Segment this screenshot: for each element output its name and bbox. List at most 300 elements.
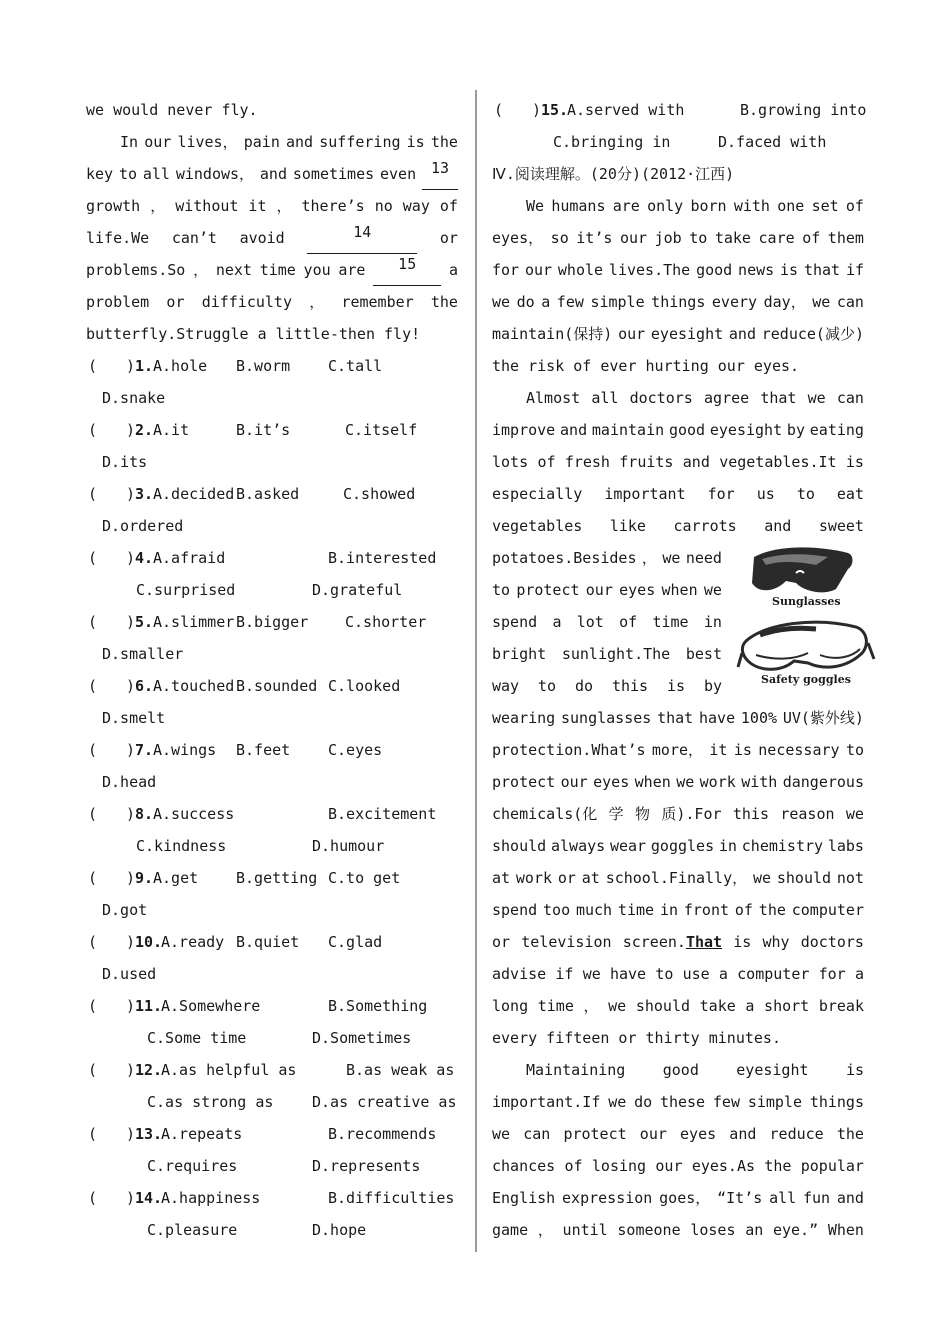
word: eating — [809, 421, 864, 439]
word: it — [248, 197, 267, 215]
option-a: A.as helpful as — [161, 1061, 297, 1079]
word: dangerous — [782, 773, 864, 791]
question-number: 5. — [135, 613, 154, 631]
word: front — [683, 901, 730, 919]
word: eyes.As — [691, 1157, 756, 1175]
word: like — [609, 517, 646, 535]
word: maintain(保持) — [492, 325, 613, 343]
option-c: C.eyes — [328, 741, 383, 759]
word: even — [380, 165, 417, 183]
word: time — [537, 997, 574, 1015]
word: computer — [791, 901, 864, 919]
passage-line — [492, 1086, 864, 1118]
word: should — [635, 997, 691, 1015]
option-a: A.afraid — [153, 549, 226, 567]
option-b: B.excitement — [328, 805, 437, 823]
answer-paren-open: ( — [88, 421, 98, 439]
word: a — [854, 965, 864, 983]
passage-line — [492, 638, 722, 670]
passage-line — [492, 478, 864, 510]
passage-line — [492, 830, 864, 862]
answer-paren-open: ( — [88, 1061, 98, 1079]
question-number: 1. — [135, 357, 154, 375]
word: and — [728, 325, 756, 343]
question-row — [86, 766, 458, 798]
word: it — [709, 741, 728, 759]
word: the — [836, 1125, 864, 1143]
word: long — [492, 997, 529, 1015]
passage-line — [492, 1214, 864, 1246]
word: do — [634, 1093, 653, 1111]
word: 100% — [740, 709, 778, 727]
word: and — [560, 421, 588, 439]
word: eyes， — [492, 229, 544, 247]
word: chances — [492, 1157, 556, 1175]
answer-paren-close: ) — [126, 1189, 136, 1207]
option-d: D.smelt — [102, 709, 166, 727]
word: whole — [557, 261, 604, 279]
word: lots — [492, 453, 529, 471]
passage-line — [492, 542, 722, 574]
word: 物 — [635, 805, 651, 823]
word: losing — [591, 1157, 647, 1175]
question-row — [86, 1118, 458, 1150]
word: our — [560, 773, 588, 791]
question-number: 6. — [135, 677, 154, 695]
question-list — [492, 94, 867, 158]
word: goggles — [650, 837, 715, 855]
answer-paren-open: ( — [88, 805, 98, 823]
option-c: C.surprised — [136, 581, 236, 599]
word: sometimes — [292, 165, 375, 183]
passage-line: the risk of ever hurting our eyes. — [492, 357, 800, 375]
answer-paren-close: ) — [126, 677, 136, 695]
answer-paren-close: ) — [126, 869, 136, 887]
word: of — [734, 901, 753, 919]
word: a — [552, 613, 562, 631]
word: reduce — [769, 1125, 824, 1143]
question-row — [86, 1182, 458, 1214]
word: pain — [243, 133, 280, 151]
word: or — [557, 869, 576, 887]
option-a: A.repeats — [161, 1125, 243, 1143]
word: of — [845, 197, 864, 215]
word: in — [703, 613, 722, 631]
question-row — [86, 734, 458, 766]
passage-line — [86, 254, 458, 286]
word: spend — [492, 613, 538, 631]
question-list — [86, 350, 458, 1246]
word: advise — [492, 965, 547, 983]
word: them — [827, 229, 864, 247]
word: we — [676, 773, 695, 791]
passage-line: every fifteen or thirty minutes. — [492, 1029, 781, 1047]
word: we — [662, 549, 681, 567]
option-a: A.get — [153, 869, 199, 887]
passage-line — [492, 894, 864, 926]
word: our — [524, 261, 553, 279]
option-c: C.requires — [147, 1157, 238, 1175]
word: avoid — [239, 229, 285, 247]
option-a: A.ready — [161, 933, 225, 951]
word: problems.So — [86, 261, 186, 279]
word: you — [303, 261, 331, 279]
word: “It’s — [717, 1189, 763, 1207]
word: for — [492, 261, 520, 279]
word — [623, 926, 722, 958]
word: to — [845, 741, 864, 759]
option-b: B.interested — [328, 549, 437, 567]
word: screen. — [622, 933, 686, 951]
word: this — [611, 677, 649, 695]
word: time — [617, 901, 655, 919]
option-c: C.to get — [328, 869, 401, 887]
passage-line — [492, 990, 864, 1022]
word: ， — [583, 997, 599, 1015]
word: the — [758, 901, 786, 919]
word: we — [807, 389, 826, 407]
eyewear-figures — [736, 543, 876, 693]
word: if — [845, 261, 864, 279]
word: for — [818, 965, 846, 983]
word: sunlight.The — [561, 645, 671, 663]
word: expression — [562, 1189, 653, 1207]
passage-line — [492, 1150, 864, 1182]
answer-paren-open: ( — [88, 741, 98, 759]
question-row — [86, 990, 458, 1022]
option-a: A.success — [153, 805, 235, 823]
option-b: B.asked — [236, 485, 300, 503]
word: a — [448, 261, 458, 279]
passage-line — [86, 190, 458, 222]
word: is — [733, 741, 752, 759]
answer-paren-open: ( — [88, 677, 98, 695]
passage-line — [492, 286, 864, 318]
option-d: D.Sometimes — [312, 1029, 412, 1047]
word: all — [591, 389, 619, 407]
option-c: C.showed — [343, 485, 416, 503]
word: someone — [617, 1221, 681, 1239]
word: are — [338, 261, 366, 279]
answer-paren-close: ) — [126, 741, 136, 759]
word: have — [699, 709, 736, 727]
word: much — [575, 901, 613, 919]
question-row — [86, 446, 458, 478]
word: eyes — [680, 1125, 717, 1143]
word: and — [836, 1189, 864, 1207]
word: maintain — [591, 421, 665, 439]
word: fresh — [564, 453, 610, 471]
word: eyesight — [650, 325, 724, 343]
option-c: C.glad — [328, 933, 383, 951]
word: to — [689, 229, 708, 247]
answer-paren-close: ) — [126, 613, 136, 631]
passage-line — [492, 446, 864, 478]
word: things — [651, 293, 706, 311]
word: to — [118, 165, 138, 183]
answer-paren-close: ) — [126, 485, 136, 503]
question-row — [86, 638, 458, 670]
word: sweet — [818, 517, 864, 535]
word: and — [259, 165, 287, 183]
section-heading: Ⅳ.阅读理解。(20分)(2012·江西) — [492, 165, 735, 183]
word: game — [492, 1221, 529, 1239]
answer-blank: 15 — [373, 254, 441, 286]
word: if — [555, 965, 574, 983]
question-row — [86, 862, 458, 894]
word: break — [818, 997, 864, 1015]
word: time — [652, 613, 689, 631]
question-number: 8. — [135, 805, 154, 823]
passage-line — [492, 510, 864, 542]
word: short — [764, 997, 810, 1015]
word: fruits — [619, 453, 674, 471]
passage-line — [492, 798, 864, 830]
word: our — [585, 581, 613, 599]
option-d: D.snake — [102, 389, 166, 407]
question-number: 2. — [135, 421, 154, 439]
word: at — [492, 869, 511, 887]
word: potatoes.Besides — [492, 549, 637, 567]
word: by — [786, 421, 805, 439]
word: lot — [576, 613, 604, 631]
answer-paren-open: ( — [88, 933, 98, 951]
word: humans — [551, 197, 606, 215]
word: Maintaining — [526, 1061, 626, 1079]
word: of — [537, 453, 556, 471]
answer-blank: 13 — [422, 158, 458, 190]
word: labs — [827, 837, 864, 855]
word: our — [144, 133, 172, 151]
word: television — [521, 933, 612, 951]
passage-line — [492, 702, 864, 734]
question-number: 3. — [135, 485, 154, 503]
question-row — [86, 1086, 458, 1118]
word: suffering — [319, 133, 401, 151]
word: and — [729, 1125, 757, 1143]
answer-paren-open: ( — [88, 997, 98, 1015]
word: and — [682, 453, 710, 471]
word: that — [760, 389, 797, 407]
word: the — [430, 133, 458, 151]
word: no — [374, 197, 393, 215]
option-c: C.pleasure — [147, 1221, 238, 1239]
word: we — [752, 869, 772, 887]
option-d: D.humour — [312, 837, 385, 855]
word: reason — [780, 805, 835, 823]
word: ， — [309, 293, 325, 311]
word: that — [803, 261, 841, 279]
passage-line — [492, 606, 722, 638]
word: take — [714, 229, 751, 247]
option-d: D.grateful — [312, 581, 403, 599]
option-a: A.decided — [153, 485, 235, 503]
word: way — [492, 677, 520, 695]
question-number: 13. — [135, 1125, 163, 1143]
word: sunglasses — [561, 709, 652, 727]
word: our — [619, 229, 648, 247]
answer-paren-close: ) — [126, 1061, 136, 1079]
word: are — [612, 197, 640, 215]
word: lives.The — [608, 261, 691, 279]
word: important — [604, 485, 686, 503]
option-b: B.bigger — [236, 613, 309, 631]
word: in — [718, 837, 737, 855]
word: computer — [737, 965, 810, 983]
word: to — [655, 965, 674, 983]
word: day， — [763, 293, 806, 311]
option-a: A.slimmer — [153, 613, 235, 631]
word: vegetables — [492, 517, 583, 535]
passage-line — [492, 382, 864, 414]
word: next — [215, 261, 252, 279]
word: news — [738, 261, 775, 279]
word: until — [562, 1221, 608, 1239]
passage-line — [86, 126, 458, 158]
question-row — [86, 798, 458, 830]
word: growth — [86, 197, 141, 215]
option-c: C.Some time — [147, 1029, 247, 1047]
word: ， — [150, 197, 166, 215]
passage-line — [492, 670, 722, 702]
word: agree — [704, 389, 750, 407]
word: to — [492, 581, 511, 599]
answer-paren-close: ) — [532, 101, 542, 119]
word: the — [764, 1157, 792, 1175]
passage-line — [492, 1054, 864, 1086]
word: is — [733, 933, 752, 951]
option-a: A.happiness — [161, 1189, 261, 1207]
option-c: C.kindness — [136, 837, 227, 855]
question-row — [86, 542, 458, 574]
passage-line — [492, 254, 864, 286]
word: this — [732, 805, 769, 823]
word: of — [439, 197, 458, 215]
word: is — [666, 677, 686, 695]
passage-line — [86, 222, 458, 254]
word: have — [609, 965, 647, 983]
word: with — [733, 197, 770, 215]
word: always — [550, 837, 606, 855]
word: windows， — [175, 165, 255, 183]
word: too — [543, 901, 571, 919]
question-row — [86, 350, 458, 382]
word: only — [647, 197, 684, 215]
word: we — [582, 965, 601, 983]
word: we — [845, 805, 864, 823]
word: eyesight — [736, 1061, 809, 1079]
option-c: C.tall — [328, 357, 383, 375]
sunglasses-illustration — [736, 543, 876, 693]
word: few — [712, 1093, 740, 1111]
option-b: B.difficulties — [328, 1189, 455, 1207]
word: or — [166, 293, 185, 311]
answer-paren-open: ( — [494, 101, 504, 119]
word: reduce(减少) — [761, 325, 864, 343]
word: ， — [641, 549, 657, 567]
word: important.If — [492, 1093, 601, 1111]
word: to — [796, 485, 815, 503]
word: use — [682, 965, 710, 983]
word: chemicals(化 — [492, 805, 598, 823]
option-a: A.it — [153, 421, 190, 439]
sunglasses-caption: Sunglasses — [772, 595, 841, 608]
word: In — [120, 133, 139, 151]
word: simple — [747, 1093, 802, 1111]
word: protect — [516, 581, 580, 599]
word: bright — [492, 645, 547, 663]
question-number: 11. — [135, 997, 163, 1015]
word: is — [845, 1061, 864, 1079]
word: protect — [563, 1125, 627, 1143]
option-b: B.quiet — [236, 933, 300, 951]
word: is — [845, 453, 864, 471]
answer-paren-close: ) — [126, 421, 136, 439]
option-d: D.got — [102, 901, 148, 919]
left-column — [86, 94, 458, 1246]
word: spend — [492, 901, 538, 919]
word: that — [657, 709, 694, 727]
word: born — [690, 197, 727, 215]
goggles-caption: Safety goggles — [761, 673, 851, 686]
option-d: D.as creative as — [312, 1093, 457, 1111]
word: loses — [690, 1221, 736, 1239]
word: job — [654, 229, 682, 247]
option-c: C.looked — [328, 677, 401, 695]
word: ， — [537, 1221, 553, 1239]
word: We — [526, 197, 545, 215]
word: one — [777, 197, 805, 215]
answer-paren-open: ( — [88, 549, 98, 567]
word: goes， — [659, 1189, 711, 1207]
question-row — [86, 894, 458, 926]
question-row — [86, 414, 458, 446]
option-d: D.head — [102, 773, 157, 791]
question-number: 10. — [135, 933, 163, 951]
question-row — [86, 958, 458, 990]
word: especially — [492, 485, 583, 503]
answer-paren-open: ( — [88, 1189, 98, 1207]
word: ， — [276, 197, 292, 215]
word: necessary — [758, 741, 840, 759]
word: school.Finally， — [605, 869, 748, 887]
word: we — [608, 997, 627, 1015]
word: carrots — [673, 517, 737, 535]
passage-line — [492, 574, 722, 606]
word: When — [827, 1221, 864, 1239]
word: good — [696, 261, 733, 279]
option-a: A.Somewhere — [161, 997, 261, 1015]
word: wear — [609, 837, 647, 855]
word: not — [836, 869, 864, 887]
word: every — [711, 293, 758, 311]
word: or — [492, 933, 511, 951]
answer-paren-open: ( — [88, 1125, 98, 1143]
question-number: 7. — [135, 741, 154, 759]
word: these — [659, 1093, 706, 1111]
question-row — [86, 382, 458, 414]
word: in — [659, 901, 678, 919]
word: why — [762, 933, 790, 951]
question-row — [86, 1214, 458, 1246]
word: difficulty — [201, 293, 292, 311]
word: at — [581, 869, 600, 887]
option-d: D.faced with — [718, 133, 827, 151]
word: need — [685, 549, 722, 567]
word: popular — [800, 1157, 864, 1175]
word: Almost — [526, 389, 581, 407]
answer-paren-close: ) — [126, 357, 136, 375]
